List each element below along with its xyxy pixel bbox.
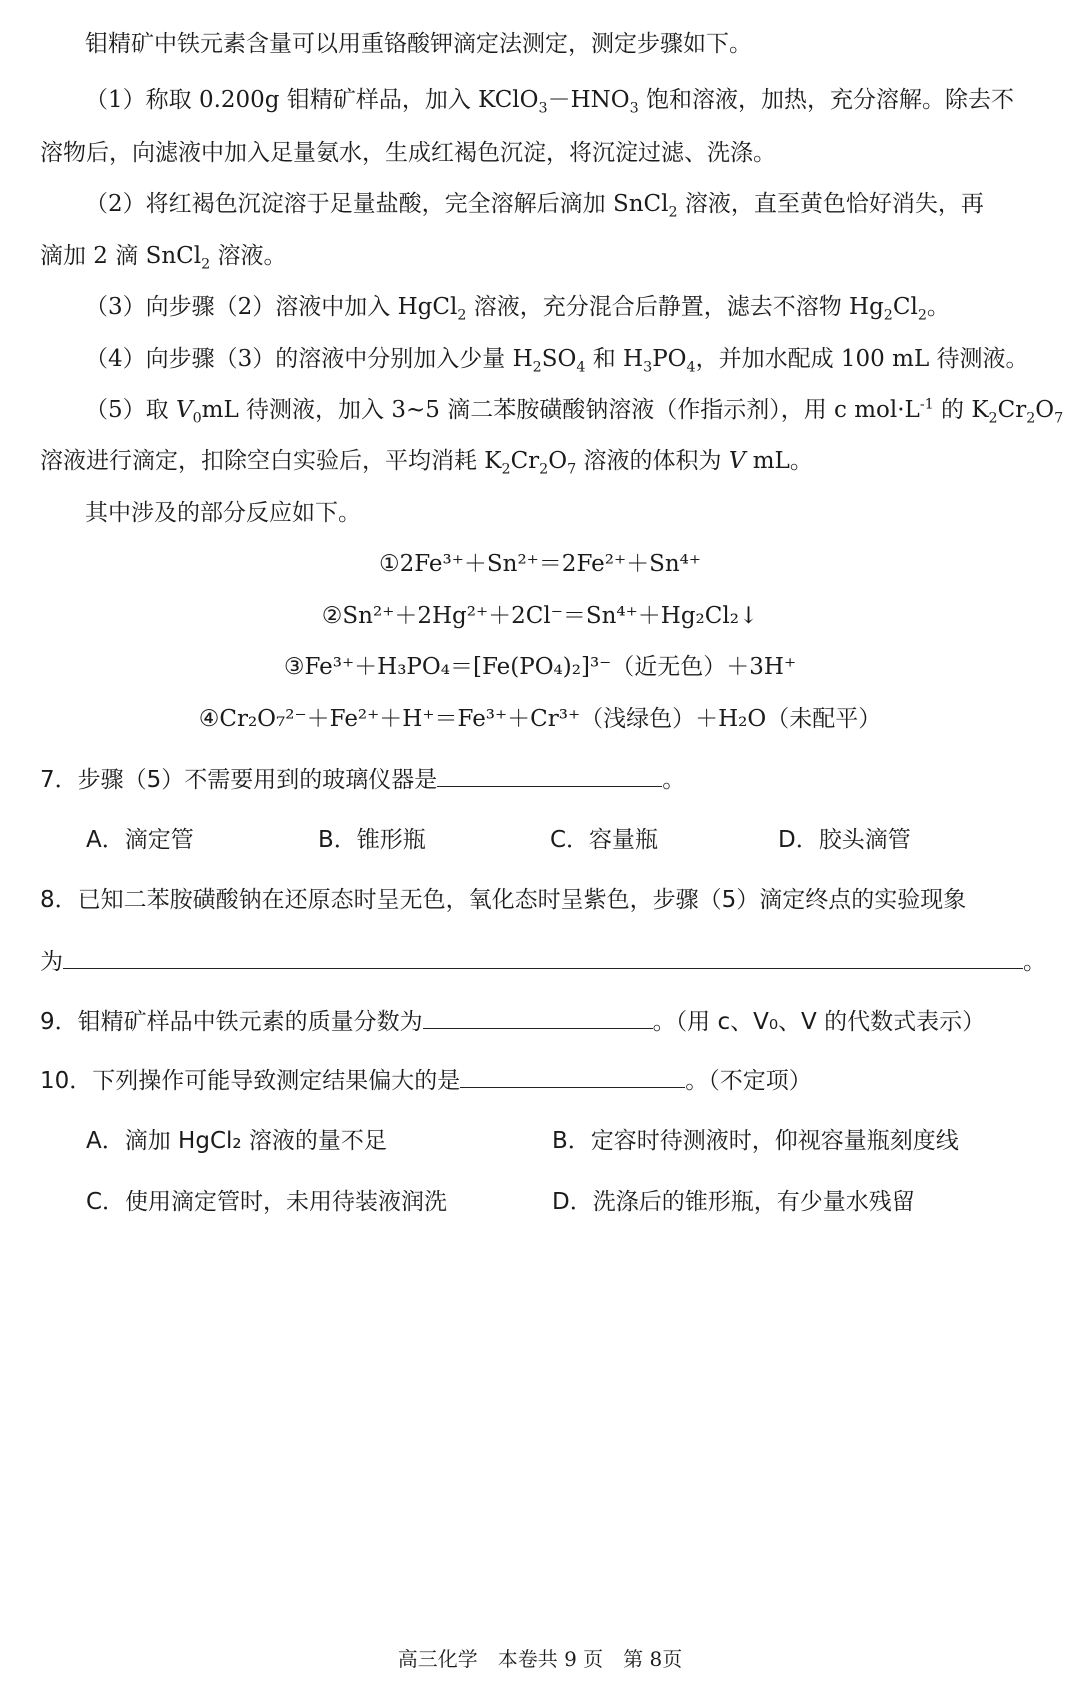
q10-option-a: A．滴加 HgCl₂ 溶液的量不足 bbox=[86, 1128, 387, 1154]
page-footer: 高三化学 本卷共 9 页 第 8页 bbox=[397, 1647, 683, 1671]
step-1-part: （1）称取 0.200g 钼精矿样品，加入 KClO bbox=[85, 87, 539, 113]
answer-blank-9[interactable] bbox=[423, 1027, 653, 1029]
step-5-part: O bbox=[1035, 397, 1055, 423]
q10-option-c: C．使用滴定管时，未用待装液润洗 bbox=[86, 1189, 448, 1215]
step-2-cont: 滴加 2 滴 SnCl$_2$ 溶液。 bbox=[40, 243, 287, 273]
step-2: （2）将红褐色沉淀溶于足量盐酸，完全溶解后滴加 SnCl$_2$ 溶液，直至黄色恰好消失，再 bbox=[85, 191, 984, 221]
question-8-cont-text: 为 bbox=[40, 949, 63, 975]
step-3: （3）向步骤（2）溶液中加入 HgCl$_2$ 溶液，充分混合后静置，滤去不溶物 $Hg_2Cl_2$。 bbox=[85, 294, 950, 324]
step-4-part: （4）向步骤（3）的溶液中分别加入少量 H bbox=[85, 346, 533, 372]
reaction-2: ②Sn²⁺＋2Hg²⁺＋2Cl⁻＝Sn⁴⁺＋Hg₂Cl₂↓ bbox=[321, 603, 759, 629]
step-1-part: －HNO bbox=[547, 87, 630, 113]
q10-option-b: B．定容时待测液时，仰视容量瓶刻度线 bbox=[552, 1128, 959, 1154]
step-3-part: Cl bbox=[892, 294, 918, 320]
step-4-part: SO bbox=[541, 346, 577, 372]
q7-option-b: B．锥形瓶 bbox=[318, 827, 426, 853]
step-4-part: ，并加水配成 100 mL 待测液。 bbox=[695, 346, 1029, 372]
step-2-cont-part: 溶液。 bbox=[210, 243, 287, 269]
step-4-part: PO bbox=[652, 346, 687, 372]
reaction-3: ③Fe³⁺＋H₃PO₄＝[Fe(PO₄)₂]³⁻（近无色）＋3H⁺ bbox=[283, 654, 797, 680]
question-9 bbox=[40, 1006, 985, 1038]
step-3-part: 溶液，充分混合后静置，滤去不溶物 Hg bbox=[466, 294, 884, 320]
q7-option-a: A．滴定管 bbox=[86, 827, 194, 853]
step-5-part: 的 K bbox=[933, 397, 989, 423]
question-7-text: 7．步骤（5）不需要用到的玻璃仪器是 bbox=[40, 767, 438, 793]
step-1-cont: 溶物后，向滤液中加入足量氨水，生成红褐色沉淀，将沉淀过滤、洗涤。 bbox=[40, 140, 776, 166]
q7-option-d: D．胶头滴管 bbox=[778, 827, 911, 853]
question-7 bbox=[40, 764, 685, 796]
question-8: 8．已知二苯胺磺酸钠在还原态时呈无色，氧化态时呈紫色，步骤（5）滴定终点的实验现象 bbox=[40, 887, 967, 913]
reaction-4: ④Cr₂O₇²⁻＋Fe²⁺＋H⁺＝Fe³⁺＋Cr³⁺（浅绿色）＋H₂O（未配平） bbox=[198, 706, 882, 732]
step-5-part: （5）取 bbox=[85, 397, 176, 423]
question-8-cont bbox=[40, 946, 1046, 978]
question-7-end: 。 bbox=[662, 767, 686, 793]
step-2-part: 溶液，直至黄色恰好消失，再 bbox=[677, 191, 984, 217]
step-2-cont-part: 滴加 2 滴 SnCl bbox=[40, 243, 202, 269]
reactions-intro: 其中涉及的部分反应如下。 bbox=[85, 500, 361, 526]
answer-blank-8[interactable] bbox=[63, 967, 1023, 969]
step-5-part: mL 待测液，加入 3~5 滴二苯胺磺酸钠溶液（作指示剂），用 c mol·L bbox=[201, 397, 920, 423]
answer-blank-10[interactable] bbox=[460, 1086, 685, 1088]
step-5: （5）取 $V_0mL$ 待测液，加入 3~5 滴二苯胺磺酸钠溶液（作指示剂），用 c $mol\cdot L^{-1}$ 的 $K_2Cr_2O_7$ bbox=[85, 396, 1064, 427]
step-5-cont-part: 溶液的体积为 bbox=[576, 448, 729, 474]
q10-option-d: D．洗涤后的锥形瓶，有少量水残留 bbox=[552, 1189, 915, 1215]
step-4: （4）向步骤（3）的溶液中分别加入少量 $H_2SO_4$ 和 $H_3PO_4$，并加水配成 100 mL 待测液。 bbox=[85, 346, 1029, 376]
q7-option-c: C．容量瓶 bbox=[550, 827, 659, 853]
step-5-cont: 溶液进行滴定，扣除空白实验后，平均消耗 $K_2Cr_2O_7$ 溶液的体积为 V mL。 bbox=[40, 448, 813, 478]
reaction-1: ①2Fe³⁺＋Sn²⁺＝2Fe²⁺＋Sn⁴⁺ bbox=[378, 551, 702, 577]
step-1: （1）称取 0.200g 钼精矿样品，加入 $KClO_3-HNO_3$ 饱和溶液，加热，充分溶解。除去不 bbox=[85, 87, 1015, 117]
question-10-tail: 。（不定项） bbox=[685, 1068, 812, 1094]
answer-blank-7[interactable] bbox=[437, 785, 662, 787]
step-1-part: 饱和溶液，加热，充分溶解。除去不 bbox=[638, 87, 1015, 113]
question-10 bbox=[40, 1065, 812, 1097]
intro-text: 钼精矿中铁元素含量可以用重铬酸钾滴定法测定，测定步骤如下。 bbox=[85, 31, 752, 57]
question-9-tail: 。（用 c、V₀、V 的代数式表示） bbox=[652, 1009, 986, 1035]
question-10-text: 10．下列操作可能导致测定结果偏大的是 bbox=[40, 1068, 461, 1094]
step-5-cont-part: O bbox=[548, 448, 568, 474]
step-3-part: 。 bbox=[926, 294, 950, 320]
step-5-cont-part: mL。 bbox=[745, 448, 813, 474]
step-3-part: （3）向步骤（2）溶液中加入 HgCl bbox=[85, 294, 458, 320]
step-2-part: （2）将红褐色沉淀溶于足量盐酸，完全溶解后滴加 SnCl bbox=[85, 191, 669, 217]
step-5-cont-part: 溶液进行滴定，扣除空白实验后，平均消耗 K bbox=[40, 448, 502, 474]
step-4-part: 和 H bbox=[585, 346, 644, 372]
question-8-end: 。 bbox=[1023, 949, 1046, 975]
step-5-part: Cr bbox=[997, 397, 1027, 423]
step-5-cont-part: Cr bbox=[510, 448, 540, 474]
question-9-text: 9．钼精矿样品中铁元素的质量分数为 bbox=[40, 1009, 423, 1035]
